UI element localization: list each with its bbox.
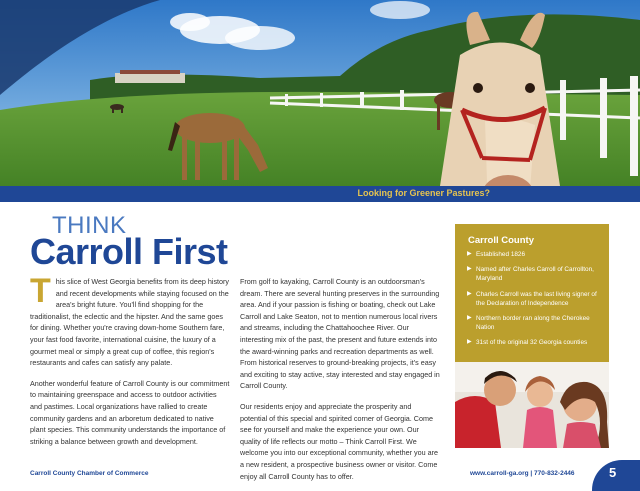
paragraph-text: his slice of West Georgia benefits from its deep history and recent developments while staying focused on the area's bright future. You'll find shopping for the traditionalist, the eclectic and the hipster. And the same goes for dining. Whether you're craving down-home Southern fare, your fast food favorite, international cuisine, the luxury of a gourmet meal or simply a great cup of coffee, this region's restaurants and cafes can satisfy any palate. [30, 277, 230, 368]
page-number: 5 [609, 465, 617, 480]
list-item [467, 265, 605, 283]
arrow-right-icon: ▶ [467, 315, 472, 322]
list-item-text: Named after Charles Carroll of Carrollton, Maryland [476, 266, 594, 283]
list-item [467, 250, 605, 259]
paragraph: Our residents enjoy and appreciate the prosperity and potential of this special and spirited corner of Georgia. Come see for yourself and make the experience your own. Our quality of life reflects our motto – Think Carroll First. We welcome you into our exceptional community, whether you are a new resident, a prospective business owner or visitor. Come enjoy all Carroll County has to offer. [240, 401, 439, 481]
list-item [467, 338, 605, 347]
list-item-text: Northern border ran along the Cherokee Nation [476, 315, 590, 332]
fact-list [467, 250, 605, 354]
hero-caption: Looking for Greener Pastures? [357, 188, 490, 198]
fact-sidebar [455, 224, 609, 362]
arrow-right-icon: ▶ [467, 251, 472, 257]
footer-contact: www.carroll-ga.org | 770-832-2446 [470, 470, 575, 477]
list-item-text: Charles Carroll was the last living signer of the Declaration of Independence [476, 290, 597, 307]
paragraph: From golf to kayaking, Carroll County is an outdoorsman's dream. There are several hunting preserves in the surrounding area. And if your passion is fishing or boating, check out Lake Carroll and Lake Seaton, not to mention numerous local rivers and streams, including the Chattahoochee River. Our interesting mix of the past, the present and future extends into the award-winning parks and recreation departments as well. From historical reserves to ground-breaking projects, it's easy and exciting to stay active, stay interested and stay engaged in Carroll County. [240, 277, 440, 391]
family-illustration [455, 362, 609, 448]
body-column-1 [30, 272, 230, 456]
paragraph: Another wonderful feature of Carroll County is our commitment to maintaining greenspace and access to outdoor activities and pastimes. Local organizations have rallied to create community gardens and an arboretum dedicated to native plant species. This community understands the importance of striking a balance between growth and development. [30, 378, 230, 446]
arrow-right-icon: ▶ [467, 290, 472, 297]
list-item [467, 290, 605, 308]
list-item-text: Established 1826 [476, 251, 526, 258]
drop-cap: T [30, 272, 51, 310]
paragraph [30, 272, 230, 369]
horse-pasture-illustration [0, 0, 640, 200]
title-kicker: THINK [52, 212, 127, 239]
list-item [467, 314, 605, 332]
body-column-2 [240, 276, 440, 491]
page-title: Carroll First [30, 231, 228, 272]
arrow-right-icon: ▶ [467, 339, 472, 346]
hero-caption-band [0, 186, 640, 202]
arrow-right-icon: ▶ [467, 266, 472, 273]
hero-image [0, 0, 640, 200]
family-photo [455, 362, 609, 448]
footer-organization: Carroll County Chamber of Commerce [30, 470, 149, 477]
sidebar-title: Carroll County [468, 235, 534, 246]
list-item-text: 31st of the original 32 Georgia counties [476, 339, 588, 347]
